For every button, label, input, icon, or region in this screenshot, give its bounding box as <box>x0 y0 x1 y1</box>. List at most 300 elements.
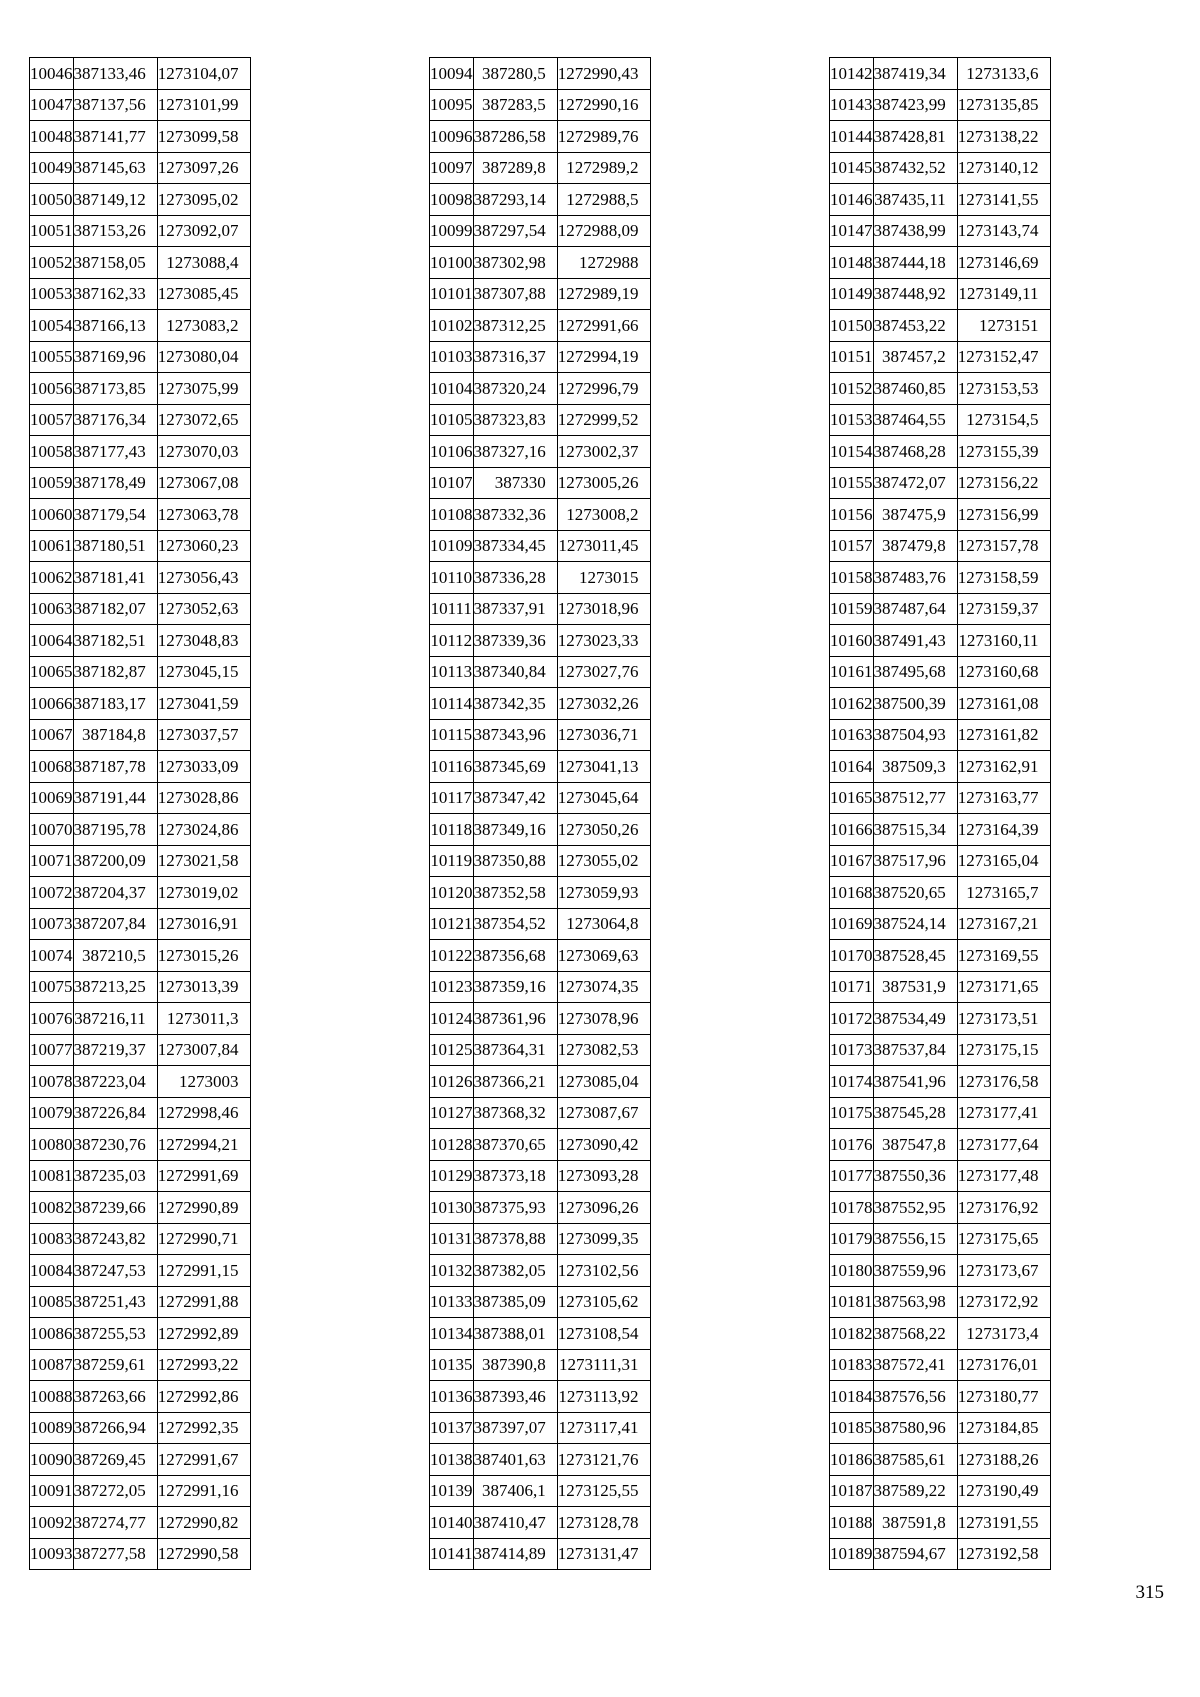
x-coordinate-cell: 387457,2 <box>873 341 957 373</box>
point-number-cell: 10082 <box>30 1192 74 1224</box>
table-row <box>430 310 651 342</box>
y-coordinate-cell: 1273067,08 <box>157 467 250 499</box>
table-row <box>30 530 251 562</box>
x-coordinate-cell: 387448,92 <box>873 278 957 310</box>
table-row <box>830 593 1051 625</box>
y-coordinate-cell: 1273105,62 <box>557 1286 650 1318</box>
table-row <box>30 562 251 594</box>
table-row <box>830 404 1051 436</box>
x-coordinate-cell: 387223,04 <box>73 1066 157 1098</box>
table-row <box>30 971 251 1003</box>
x-coordinate-cell: 387531,9 <box>873 971 957 1003</box>
y-coordinate-cell: 1273016,91 <box>157 908 250 940</box>
y-coordinate-cell: 1273011,3 <box>157 1003 250 1035</box>
x-coordinate-cell: 387316,37 <box>473 341 557 373</box>
x-coordinate-cell: 387487,64 <box>873 593 957 625</box>
y-coordinate-cell: 1273176,92 <box>957 1192 1050 1224</box>
point-number-cell: 10172 <box>830 1003 874 1035</box>
y-coordinate-cell: 1273085,45 <box>157 278 250 310</box>
point-number-cell: 10095 <box>430 89 474 121</box>
table-row <box>430 341 651 373</box>
point-number-cell: 10161 <box>830 656 874 688</box>
x-coordinate-cell: 387423,99 <box>873 89 957 121</box>
coordinate-table-2 <box>429 57 651 1570</box>
y-coordinate-cell: 1273165,7 <box>957 877 1050 909</box>
table-row <box>830 310 1051 342</box>
x-coordinate-cell: 387366,21 <box>473 1066 557 1098</box>
x-coordinate-cell: 387528,45 <box>873 940 957 972</box>
y-coordinate-cell: 1273048,83 <box>157 625 250 657</box>
x-coordinate-cell: 387307,88 <box>473 278 557 310</box>
point-number-cell: 10118 <box>430 814 474 846</box>
point-number-cell: 10114 <box>430 688 474 720</box>
point-number-cell: 10138 <box>430 1444 474 1476</box>
table-row <box>830 845 1051 877</box>
x-coordinate-cell: 387145,63 <box>73 152 157 184</box>
y-coordinate-cell: 1272988 <box>557 247 650 279</box>
x-coordinate-cell: 387312,25 <box>473 310 557 342</box>
page-number: 315 <box>1135 1582 1164 1603</box>
point-number-cell: 10158 <box>830 562 874 594</box>
x-coordinate-cell: 387210,5 <box>73 940 157 972</box>
table-row <box>430 499 651 531</box>
table-row <box>30 1223 251 1255</box>
table-row <box>830 1255 1051 1287</box>
y-coordinate-cell: 1272989,2 <box>557 152 650 184</box>
x-coordinate-cell: 387347,42 <box>473 782 557 814</box>
point-number-cell: 10166 <box>830 814 874 846</box>
point-number-cell: 10077 <box>30 1034 74 1066</box>
point-number-cell: 10168 <box>830 877 874 909</box>
y-coordinate-cell: 1273080,04 <box>157 341 250 373</box>
y-coordinate-cell: 1273083,2 <box>157 310 250 342</box>
table-row <box>30 247 251 279</box>
point-number-cell: 10098 <box>430 184 474 216</box>
y-coordinate-cell: 1273173,67 <box>957 1255 1050 1287</box>
point-number-cell: 10187 <box>830 1475 874 1507</box>
y-coordinate-cell: 1272991,88 <box>157 1286 250 1318</box>
x-coordinate-cell: 387181,41 <box>73 562 157 594</box>
point-number-cell: 10152 <box>830 373 874 405</box>
table-row <box>430 1507 651 1539</box>
point-number-cell: 10090 <box>30 1444 74 1476</box>
table-row <box>830 1097 1051 1129</box>
table-row <box>830 751 1051 783</box>
point-number-cell: 10079 <box>30 1097 74 1129</box>
y-coordinate-cell: 1273023,33 <box>557 625 650 657</box>
point-number-cell: 10139 <box>430 1475 474 1507</box>
point-number-cell: 10061 <box>30 530 74 562</box>
x-coordinate-cell: 387349,16 <box>473 814 557 846</box>
y-coordinate-cell: 1273161,82 <box>957 719 1050 751</box>
table-row <box>830 782 1051 814</box>
x-coordinate-cell: 387230,76 <box>73 1129 157 1161</box>
y-coordinate-cell: 1273055,02 <box>557 845 650 877</box>
table-row <box>430 1349 651 1381</box>
y-coordinate-cell: 1273176,01 <box>957 1349 1050 1381</box>
x-coordinate-cell: 387191,44 <box>73 782 157 814</box>
y-coordinate-cell: 1273096,26 <box>557 1192 650 1224</box>
y-coordinate-cell: 1273041,59 <box>157 688 250 720</box>
x-coordinate-cell: 387166,13 <box>73 310 157 342</box>
point-number-cell: 10048 <box>30 121 74 153</box>
y-coordinate-cell: 1273032,26 <box>557 688 650 720</box>
point-number-cell: 10070 <box>30 814 74 846</box>
y-coordinate-cell: 1273037,57 <box>157 719 250 751</box>
point-number-cell: 10071 <box>30 845 74 877</box>
table-row <box>830 1034 1051 1066</box>
y-coordinate-cell: 1273163,77 <box>957 782 1050 814</box>
table-row <box>430 845 651 877</box>
point-number-cell: 10084 <box>30 1255 74 1287</box>
table-row <box>430 436 651 468</box>
point-number-cell: 10188 <box>830 1507 874 1539</box>
point-number-cell: 10173 <box>830 1034 874 1066</box>
table-row <box>430 121 651 153</box>
x-coordinate-cell: 387302,98 <box>473 247 557 279</box>
point-number-cell: 10137 <box>430 1412 474 1444</box>
x-coordinate-cell: 387293,14 <box>473 184 557 216</box>
y-coordinate-cell: 1272996,79 <box>557 373 650 405</box>
x-coordinate-cell: 387320,24 <box>473 373 557 405</box>
x-coordinate-cell: 387213,25 <box>73 971 157 1003</box>
point-number-cell: 10124 <box>430 1003 474 1035</box>
x-coordinate-cell: 387179,54 <box>73 499 157 531</box>
point-number-cell: 10180 <box>830 1255 874 1287</box>
x-coordinate-cell: 387444,18 <box>873 247 957 279</box>
point-number-cell: 10163 <box>830 719 874 751</box>
table-row <box>830 436 1051 468</box>
y-coordinate-cell: 1273111,31 <box>557 1349 650 1381</box>
table-row <box>830 971 1051 1003</box>
table-row <box>830 719 1051 751</box>
table-row <box>30 1412 251 1444</box>
y-coordinate-cell: 1273072,65 <box>157 404 250 436</box>
point-number-cell: 10174 <box>830 1066 874 1098</box>
point-number-cell: 10085 <box>30 1286 74 1318</box>
x-coordinate-cell: 387591,8 <box>873 1507 957 1539</box>
point-number-cell: 10145 <box>830 152 874 184</box>
y-coordinate-cell: 1272991,16 <box>157 1475 250 1507</box>
table-row <box>830 1507 1051 1539</box>
x-coordinate-cell: 387243,82 <box>73 1223 157 1255</box>
x-coordinate-cell: 387177,43 <box>73 436 157 468</box>
table-row <box>830 1192 1051 1224</box>
y-coordinate-cell: 1273082,53 <box>557 1034 650 1066</box>
x-coordinate-cell: 387247,53 <box>73 1255 157 1287</box>
y-coordinate-cell: 1272990,82 <box>157 1507 250 1539</box>
point-number-cell: 10133 <box>430 1286 474 1318</box>
point-number-cell: 10068 <box>30 751 74 783</box>
y-coordinate-cell: 1273088,4 <box>157 247 250 279</box>
x-coordinate-cell: 387552,95 <box>873 1192 957 1224</box>
y-coordinate-cell: 1273177,64 <box>957 1129 1050 1161</box>
x-coordinate-cell: 387368,32 <box>473 1097 557 1129</box>
x-coordinate-cell: 387559,96 <box>873 1255 957 1287</box>
y-coordinate-cell: 1273028,86 <box>157 782 250 814</box>
table-row <box>430 215 651 247</box>
x-coordinate-cell: 387464,55 <box>873 404 957 436</box>
point-number-cell: 10181 <box>830 1286 874 1318</box>
point-number-cell: 10160 <box>830 625 874 657</box>
point-number-cell: 10184 <box>830 1381 874 1413</box>
y-coordinate-cell: 1273113,92 <box>557 1381 650 1413</box>
y-coordinate-cell: 1273180,77 <box>957 1381 1050 1413</box>
x-coordinate-cell: 387572,41 <box>873 1349 957 1381</box>
x-coordinate-cell: 387323,83 <box>473 404 557 436</box>
table-row <box>430 247 651 279</box>
table-row <box>30 593 251 625</box>
point-number-cell: 10051 <box>30 215 74 247</box>
y-coordinate-cell: 1273149,11 <box>957 278 1050 310</box>
y-coordinate-cell: 1273159,37 <box>957 593 1050 625</box>
x-coordinate-cell: 387195,78 <box>73 814 157 846</box>
x-coordinate-cell: 387460,85 <box>873 373 957 405</box>
y-coordinate-cell: 1273011,45 <box>557 530 650 562</box>
y-coordinate-cell: 1273133,6 <box>957 58 1050 90</box>
table-row <box>30 1192 251 1224</box>
x-coordinate-cell: 387414,89 <box>473 1538 557 1570</box>
point-number-cell: 10129 <box>430 1160 474 1192</box>
table-row <box>30 782 251 814</box>
x-coordinate-cell: 387361,96 <box>473 1003 557 1035</box>
table-row <box>830 278 1051 310</box>
y-coordinate-cell: 1272991,66 <box>557 310 650 342</box>
x-coordinate-cell: 387406,1 <box>473 1475 557 1507</box>
y-coordinate-cell: 1273140,12 <box>957 152 1050 184</box>
point-number-cell: 10056 <box>30 373 74 405</box>
x-coordinate-cell: 387589,22 <box>873 1475 957 1507</box>
point-number-cell: 10142 <box>830 58 874 90</box>
x-coordinate-cell: 387504,93 <box>873 719 957 751</box>
table-row <box>30 373 251 405</box>
y-coordinate-cell: 1273173,4 <box>957 1318 1050 1350</box>
table-row <box>830 1066 1051 1098</box>
point-number-cell: 10087 <box>30 1349 74 1381</box>
x-coordinate-cell: 387345,69 <box>473 751 557 783</box>
point-number-cell: 10078 <box>30 1066 74 1098</box>
x-coordinate-cell: 387182,51 <box>73 625 157 657</box>
table-row <box>30 1286 251 1318</box>
table-row <box>430 656 651 688</box>
table-row <box>830 940 1051 972</box>
x-coordinate-cell: 387495,68 <box>873 656 957 688</box>
point-number-cell: 10089 <box>30 1412 74 1444</box>
y-coordinate-cell: 1273101,99 <box>157 89 250 121</box>
x-coordinate-cell: 387520,65 <box>873 877 957 909</box>
point-number-cell: 10052 <box>30 247 74 279</box>
y-coordinate-cell: 1273060,23 <box>157 530 250 562</box>
table-row <box>30 499 251 531</box>
y-coordinate-cell: 1273167,21 <box>957 908 1050 940</box>
point-number-cell: 10046 <box>30 58 74 90</box>
y-coordinate-cell: 1273121,76 <box>557 1444 650 1476</box>
point-number-cell: 10178 <box>830 1192 874 1224</box>
y-coordinate-cell: 1273135,85 <box>957 89 1050 121</box>
table-row <box>430 908 651 940</box>
x-coordinate-cell: 387547,8 <box>873 1129 957 1161</box>
y-coordinate-cell: 1273093,28 <box>557 1160 650 1192</box>
table-row <box>430 1129 651 1161</box>
table-row <box>30 688 251 720</box>
table-row <box>430 1097 651 1129</box>
y-coordinate-cell: 1273141,55 <box>957 184 1050 216</box>
x-coordinate-cell: 387334,45 <box>473 530 557 562</box>
x-coordinate-cell: 387173,85 <box>73 373 157 405</box>
x-coordinate-cell: 387556,15 <box>873 1223 957 1255</box>
y-coordinate-cell: 1273041,13 <box>557 751 650 783</box>
point-number-cell: 10104 <box>430 373 474 405</box>
table-row <box>430 467 651 499</box>
y-coordinate-cell: 1272992,35 <box>157 1412 250 1444</box>
x-coordinate-cell: 387475,9 <box>873 499 957 531</box>
table-row <box>830 1538 1051 1570</box>
x-coordinate-cell: 387137,56 <box>73 89 157 121</box>
point-number-cell: 10057 <box>30 404 74 436</box>
y-coordinate-cell: 1273002,37 <box>557 436 650 468</box>
table-row <box>30 625 251 657</box>
point-number-cell: 10109 <box>430 530 474 562</box>
point-number-cell: 10054 <box>30 310 74 342</box>
x-coordinate-cell: 387297,54 <box>473 215 557 247</box>
point-number-cell: 10058 <box>30 436 74 468</box>
y-coordinate-cell: 1273157,78 <box>957 530 1050 562</box>
x-coordinate-cell: 387580,96 <box>873 1412 957 1444</box>
table-row <box>830 1129 1051 1161</box>
point-number-cell: 10093 <box>30 1538 74 1570</box>
point-number-cell: 10155 <box>830 467 874 499</box>
x-coordinate-cell: 387375,93 <box>473 1192 557 1224</box>
x-coordinate-cell: 387289,8 <box>473 152 557 184</box>
x-coordinate-cell: 387180,51 <box>73 530 157 562</box>
x-coordinate-cell: 387336,28 <box>473 562 557 594</box>
x-coordinate-cell: 387364,31 <box>473 1034 557 1066</box>
table-row <box>30 58 251 90</box>
x-coordinate-cell: 387280,5 <box>473 58 557 90</box>
x-coordinate-cell: 387182,07 <box>73 593 157 625</box>
table-row <box>430 593 651 625</box>
y-coordinate-cell: 1273156,99 <box>957 499 1050 531</box>
point-number-cell: 10149 <box>830 278 874 310</box>
y-coordinate-cell: 1273158,59 <box>957 562 1050 594</box>
point-number-cell: 10164 <box>830 751 874 783</box>
y-coordinate-cell: 1273175,65 <box>957 1223 1050 1255</box>
table-row <box>30 1507 251 1539</box>
x-coordinate-cell: 387401,63 <box>473 1444 557 1476</box>
x-coordinate-cell: 387524,14 <box>873 908 957 940</box>
table-row <box>30 1318 251 1350</box>
y-coordinate-cell: 1273036,71 <box>557 719 650 751</box>
y-coordinate-cell: 1273092,07 <box>157 215 250 247</box>
y-coordinate-cell: 1273074,35 <box>557 971 650 1003</box>
point-number-cell: 10067 <box>30 719 74 751</box>
y-coordinate-cell: 1273005,26 <box>557 467 650 499</box>
x-coordinate-cell: 387585,61 <box>873 1444 957 1476</box>
x-coordinate-cell: 387534,49 <box>873 1003 957 1035</box>
x-coordinate-cell: 387410,47 <box>473 1507 557 1539</box>
x-coordinate-cell: 387133,46 <box>73 58 157 90</box>
y-coordinate-cell: 1272990,71 <box>157 1223 250 1255</box>
x-coordinate-cell: 387419,34 <box>873 58 957 90</box>
y-coordinate-cell: 1273164,39 <box>957 814 1050 846</box>
coordinate-table-1 <box>29 57 251 1570</box>
table-row <box>30 1066 251 1098</box>
table-row <box>430 1318 651 1350</box>
y-coordinate-cell: 1273154,5 <box>957 404 1050 436</box>
table-row <box>30 404 251 436</box>
x-coordinate-cell: 387378,88 <box>473 1223 557 1255</box>
x-coordinate-cell: 387350,88 <box>473 845 557 877</box>
x-coordinate-cell: 387370,65 <box>473 1129 557 1161</box>
y-coordinate-cell: 1273018,96 <box>557 593 650 625</box>
x-coordinate-cell: 387545,28 <box>873 1097 957 1129</box>
y-coordinate-cell: 1272999,52 <box>557 404 650 436</box>
table-row <box>830 152 1051 184</box>
y-coordinate-cell: 1273177,48 <box>957 1160 1050 1192</box>
point-number-cell: 10140 <box>430 1507 474 1539</box>
table-row <box>830 1444 1051 1476</box>
y-coordinate-cell: 1273033,09 <box>157 751 250 783</box>
x-coordinate-cell: 387576,56 <box>873 1381 957 1413</box>
y-coordinate-cell: 1273027,76 <box>557 656 650 688</box>
table-row <box>30 845 251 877</box>
y-coordinate-cell: 1273024,86 <box>157 814 250 846</box>
table-row <box>830 1003 1051 1035</box>
x-coordinate-cell: 387563,98 <box>873 1286 957 1318</box>
point-number-cell: 10112 <box>430 625 474 657</box>
x-coordinate-cell: 387187,78 <box>73 751 157 783</box>
y-coordinate-cell: 1273104,07 <box>157 58 250 90</box>
x-coordinate-cell: 387491,43 <box>873 625 957 657</box>
table-row <box>830 1349 1051 1381</box>
point-number-cell: 10102 <box>430 310 474 342</box>
point-number-cell: 10074 <box>30 940 74 972</box>
x-coordinate-cell: 387327,16 <box>473 436 557 468</box>
x-coordinate-cell: 387483,76 <box>873 562 957 594</box>
point-number-cell: 10127 <box>430 1097 474 1129</box>
table-row <box>430 184 651 216</box>
y-coordinate-cell: 1272989,19 <box>557 278 650 310</box>
point-number-cell: 10132 <box>430 1255 474 1287</box>
y-coordinate-cell: 1272990,16 <box>557 89 650 121</box>
table-row <box>430 1538 651 1570</box>
y-coordinate-cell: 1273156,22 <box>957 467 1050 499</box>
x-coordinate-cell: 387453,22 <box>873 310 957 342</box>
table-row <box>30 877 251 909</box>
x-coordinate-cell: 387390,8 <box>473 1349 557 1381</box>
point-number-cell: 10169 <box>830 908 874 940</box>
table-row <box>830 908 1051 940</box>
x-coordinate-cell: 387277,58 <box>73 1538 157 1570</box>
x-coordinate-cell: 387216,11 <box>73 1003 157 1035</box>
point-number-cell: 10049 <box>30 152 74 184</box>
y-coordinate-cell: 1273102,56 <box>557 1255 650 1287</box>
point-number-cell: 10096 <box>430 121 474 153</box>
x-coordinate-cell: 387286,58 <box>473 121 557 153</box>
point-number-cell: 10062 <box>30 562 74 594</box>
x-coordinate-cell: 387515,34 <box>873 814 957 846</box>
point-number-cell: 10060 <box>30 499 74 531</box>
table-row <box>430 404 651 436</box>
y-coordinate-cell: 1273007,84 <box>157 1034 250 1066</box>
y-coordinate-cell: 1273097,26 <box>157 152 250 184</box>
point-number-cell: 10135 <box>430 1349 474 1381</box>
table-row <box>830 58 1051 90</box>
table-row <box>830 1286 1051 1318</box>
y-coordinate-cell: 1273160,68 <box>957 656 1050 688</box>
table-row <box>430 1223 651 1255</box>
point-number-cell: 10185 <box>830 1412 874 1444</box>
